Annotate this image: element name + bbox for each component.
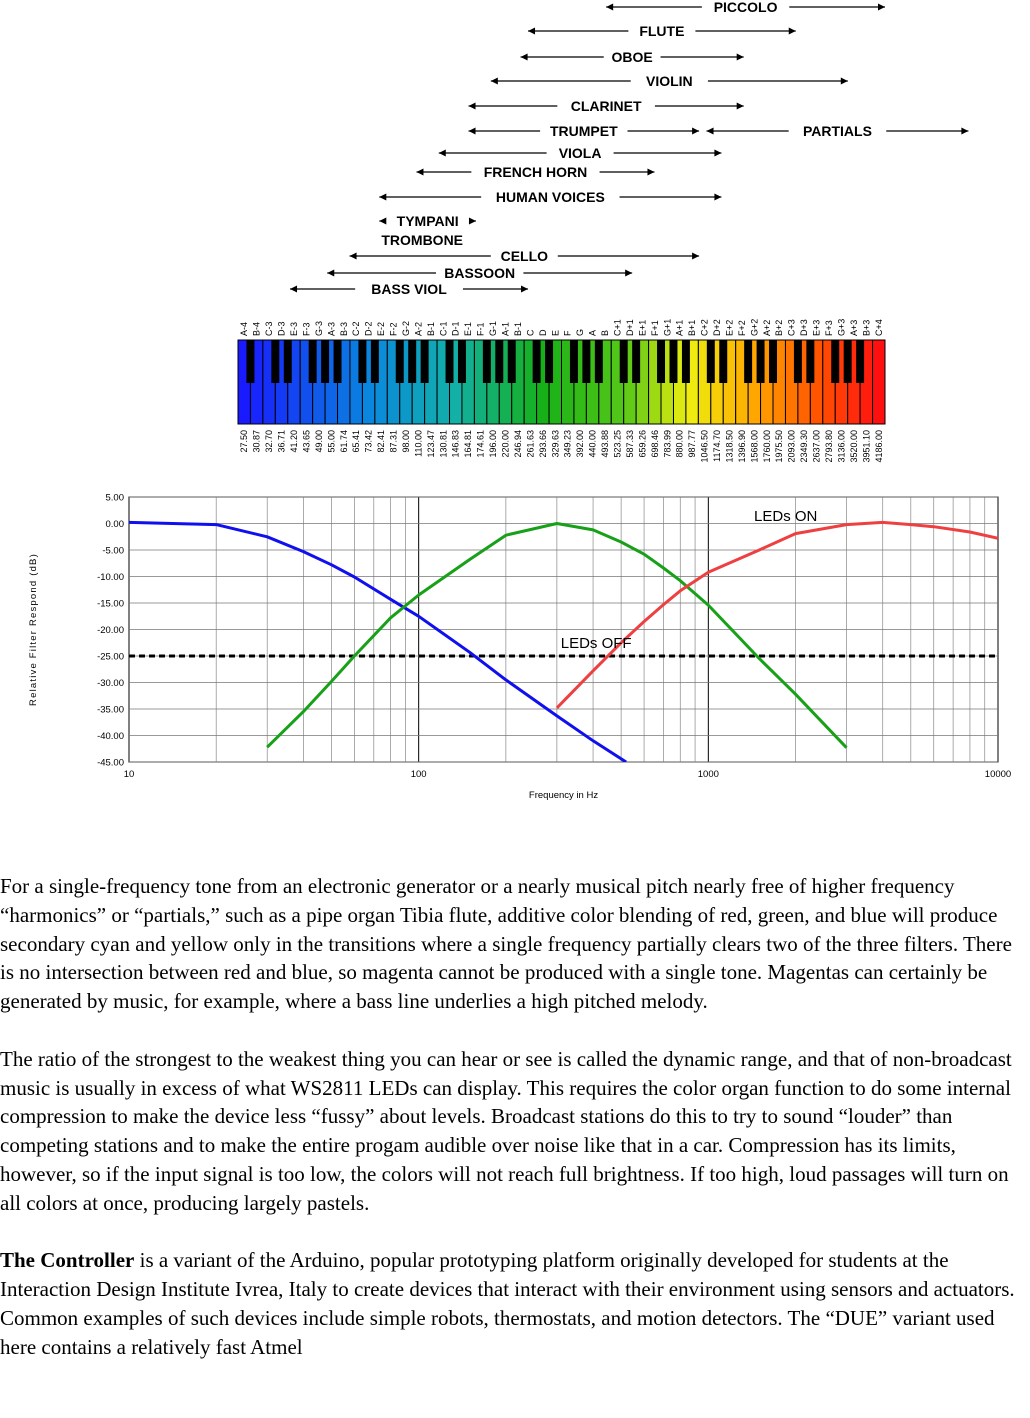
frequency-label: 880.00 — [674, 430, 685, 458]
frequency-label: 523.25 — [612, 430, 623, 458]
frequency-label: 659.26 — [637, 430, 648, 458]
frequency-label: 2637.00 — [811, 430, 822, 463]
note-label: D-1 — [450, 321, 461, 336]
instrument-label: BASSOON — [444, 265, 516, 281]
instrument-label: OBOE — [611, 49, 653, 65]
note-label: B+2 — [774, 319, 785, 336]
frequency-label: 32.70 — [264, 430, 275, 453]
note-label: A+3 — [848, 319, 859, 336]
frequency-label: 130.81 — [438, 430, 449, 458]
body-text — [0, 872, 1030, 1390]
note-label: F-3 — [301, 322, 312, 336]
note-label: C-1 — [438, 321, 449, 336]
frequency-label: 1396.90 — [736, 430, 747, 463]
frequency-label: 987.77 — [687, 430, 698, 458]
note-label: D+3 — [799, 319, 810, 336]
note-label: B+1 — [687, 319, 698, 336]
note-label: C+4 — [873, 319, 884, 336]
black-key — [458, 340, 466, 383]
y-tick-label: -5.00 — [102, 545, 124, 557]
black-key — [657, 340, 665, 383]
black-key — [508, 340, 516, 383]
note-label: B+3 — [861, 319, 872, 336]
black-key — [396, 340, 404, 383]
y-tick-label: -45.00 — [97, 757, 124, 769]
frequency-label: 1046.50 — [699, 430, 710, 463]
frequency-label: 174.61 — [475, 430, 486, 458]
piano-keyboard — [238, 319, 885, 463]
black-key — [483, 340, 491, 383]
instrument-label: HUMAN VOICES — [495, 189, 605, 205]
frequency-label: 55.00 — [326, 430, 337, 453]
note-label: F+3 — [824, 320, 835, 336]
frequency-label: 1174.70 — [712, 430, 723, 462]
note-label: E-3 — [288, 321, 299, 336]
note-label: D-3 — [276, 321, 287, 336]
black-key — [856, 340, 864, 383]
y-tick-label: -25.00 — [97, 651, 124, 663]
instrument-label: BASS VIOL — [371, 281, 447, 297]
instrument-label: PICCOLO — [713, 0, 778, 15]
note-label: A — [587, 329, 598, 336]
frequency-label: 1318.50 — [724, 430, 735, 463]
note-label: F-2 — [388, 322, 399, 336]
controller-heading: The Controller — [0, 1248, 135, 1273]
note-label: A-1 — [500, 321, 511, 336]
note-label: A-4 — [239, 321, 250, 336]
paragraph-single-tone: For a single-frequency tone from an electronic generator or a nearly musical pitch nearly free of higher frequency “harmonics” or “partials,” such as a pipe organ Tibia flute, additive color blending of red, green, and blue will produce secondary cyan and yellow only in the transitions where a single frequency partially clears two of the three filters. There is no intersection between red and blue, so magenta cannot be produced with a single tone. Magentas can certainly be generated by music, for example, where a bass line underlies a high pitched melody. — [0, 874, 1012, 1014]
frequency-label: 1760.00 — [761, 430, 772, 463]
note-label: B-4 — [251, 321, 262, 336]
frequency-label: 123.47 — [425, 430, 436, 458]
note-label: E — [550, 329, 561, 336]
note-label: C-2 — [351, 321, 362, 336]
note-label: D+1 — [624, 319, 635, 336]
black-key — [271, 340, 279, 383]
y-tick-label: -40.00 — [97, 731, 124, 742]
frequency-label: 43.65 — [301, 430, 312, 453]
frequency-label: 27.50 — [239, 430, 250, 453]
note-label: G-1 — [488, 320, 499, 336]
black-key — [321, 340, 329, 383]
black-key — [719, 340, 727, 383]
y-tick-label: 0.00 — [105, 519, 124, 530]
note-label: F-1 — [475, 322, 486, 336]
frequency-label: 1568.00 — [749, 430, 760, 463]
note-label: G — [575, 328, 586, 336]
frequency-label: 3520.00 — [848, 430, 859, 463]
note-label: C+2 — [699, 319, 710, 336]
black-key — [309, 340, 317, 383]
x-tick-label: 10 — [123, 769, 135, 780]
note-label: A-3 — [326, 321, 337, 336]
paragraph-dynamic-range: The ratio of the strongest to the weakest thing you can hear or see is called the dynamic range, and that of non-broadcast music is usually in excess of what WS2811 LEDs can display. This requires the color organ function to do some internal compression to make the device less “fussy” about levels. Broadcast stations do this to try to sound “louder” than competing stations and to make the entire progam audible over noise like that in a car. Compression has its limits, however, so if the input signal is too low, the colors will not reach full brightness. If too high, loud passages will turn on all colors at once, producing largely pastels. — [0, 1046, 1012, 1215]
controller-text: is a variant of the Arduino, popular prototyping platform originally developed for students at the Interaction Design Institute Ivrea, Italy to create devices that interact with their environment using sensors and actuators. Common examples of such devices include simple robots, thermostats, and motion detectors. The “DUE” variant used here contains a relatively fast Atmel — [0, 1248, 1015, 1359]
note-label: E+1 — [637, 319, 648, 336]
frequency-label: 196.00 — [488, 430, 499, 458]
note-label: E+3 — [811, 319, 822, 336]
frequency-label: 2093.00 — [786, 430, 797, 463]
frequency-label: 4186.00 — [873, 430, 884, 463]
frequency-label: 1975.50 — [774, 430, 785, 463]
instrument-label: FLUTE — [639, 23, 685, 39]
x-tick-label: 100 — [410, 769, 427, 780]
frequency-label: 329.63 — [550, 430, 561, 458]
black-key — [844, 340, 852, 383]
black-key — [446, 340, 454, 383]
note-label: C-3 — [264, 321, 275, 336]
note-label: G+3 — [836, 318, 847, 336]
black-key — [371, 340, 379, 383]
black-key — [682, 340, 690, 383]
x-axis-label: Frequency in Hz — [528, 790, 599, 801]
frequency-label: 2793.80 — [824, 430, 835, 463]
x-tick-label: 10000 — [984, 769, 1012, 780]
frequency-label: 440.00 — [587, 430, 598, 458]
black-key — [794, 340, 802, 383]
black-key — [284, 340, 292, 383]
note-label: D+2 — [712, 319, 723, 336]
frequency-label: 49.00 — [313, 430, 324, 453]
frequency-label: 783.99 — [662, 430, 673, 458]
frequency-label: 146.83 — [450, 430, 461, 458]
frequency-label: 220.00 — [500, 430, 511, 458]
instrument-label: FRENCH HORN — [483, 164, 588, 180]
frequency-label: 493.88 — [600, 430, 611, 458]
black-key — [246, 340, 254, 383]
black-key — [545, 340, 553, 383]
instrument-label: TROMBONE — [381, 232, 464, 248]
note-label: B — [600, 329, 611, 336]
frequency-label: 30.87 — [251, 430, 262, 453]
y-tick-label: -35.00 — [97, 704, 124, 716]
y-tick-label: -30.00 — [97, 678, 124, 689]
note-label: E-1 — [463, 321, 474, 336]
note-label: E+2 — [724, 319, 735, 336]
black-key — [669, 340, 677, 383]
black-key — [632, 340, 640, 383]
instrument-label: TRUMPET — [549, 123, 618, 139]
frequency-label: 65.41 — [351, 430, 362, 453]
note-label: G-2 — [400, 320, 411, 336]
filter-response-chart — [28, 493, 1011, 802]
black-key — [421, 340, 429, 383]
note-label: A-2 — [413, 321, 424, 336]
frequency-label: 82.41 — [376, 430, 387, 453]
note-label: C — [525, 329, 536, 336]
frequency-label: 246.94 — [512, 430, 523, 458]
paragraph-controller — [0, 1246, 1030, 1361]
instrument-label: TYMPANI — [396, 213, 459, 229]
frequency-label: 349.23 — [562, 430, 573, 458]
instrument-ranges — [290, 0, 968, 297]
frequency-label: 698.46 — [649, 430, 660, 458]
instrument-label: CELLO — [500, 248, 549, 264]
frequency-label: 392.00 — [575, 430, 586, 458]
note-label: F+1 — [649, 320, 660, 336]
frequency-label: 41.20 — [288, 430, 299, 453]
frequency-label: 2349.30 — [799, 430, 810, 463]
y-axis-label: Relative Filter Respond (dB) — [28, 553, 39, 706]
note-label: D-2 — [363, 321, 374, 336]
instrument-label: VIOLA — [558, 145, 602, 161]
note-label: B-3 — [338, 321, 349, 336]
black-key — [620, 340, 628, 383]
black-key — [533, 340, 541, 383]
note-label: C+3 — [786, 319, 797, 336]
black-key — [595, 340, 603, 383]
x-tick-label: 1000 — [697, 769, 719, 780]
y-tick-label: 5.00 — [105, 492, 124, 504]
frequency-label: 87.31 — [388, 430, 399, 453]
black-key — [769, 340, 777, 383]
black-key — [334, 340, 342, 383]
black-key — [757, 340, 765, 383]
note-label: B-1 — [512, 321, 523, 336]
note-label: A+2 — [761, 319, 772, 336]
instrument-label: CLARINET — [570, 98, 642, 114]
frequency-label: 36.71 — [276, 430, 287, 453]
black-key — [495, 340, 503, 383]
frequency-label: 98.00 — [400, 430, 411, 453]
frequency-label: 164.81 — [463, 430, 474, 458]
instrument-label: PARTIALS — [802, 123, 872, 139]
note-label: E-2 — [376, 321, 387, 336]
frequency-label: 3951.10 — [861, 430, 872, 463]
black-key — [806, 340, 814, 383]
y-tick-label: -15.00 — [97, 598, 124, 610]
instrument-label: VIOLIN — [645, 73, 693, 89]
frequency-label: 261.63 — [525, 430, 536, 458]
black-key — [831, 340, 839, 383]
note-label: C+1 — [612, 319, 623, 336]
note-label: G+2 — [749, 318, 760, 336]
black-key — [582, 340, 590, 383]
black-key — [744, 340, 752, 383]
frequency-label: 293.66 — [537, 430, 548, 458]
black-key — [707, 340, 715, 383]
black-key — [358, 340, 366, 383]
note-label: G+1 — [662, 318, 673, 336]
frequency-label: 61.74 — [338, 430, 349, 453]
note-label: B-1 — [425, 321, 436, 336]
note-label: A+1 — [674, 319, 685, 336]
frequency-label: 587.33 — [624, 430, 635, 458]
note-label: G-3 — [313, 320, 324, 336]
chart-annotation: LEDs OFF — [560, 635, 632, 653]
frequency-label: 3136.00 — [836, 430, 847, 463]
y-tick-label: -20.00 — [97, 625, 124, 636]
frequency-label: 110.00 — [413, 430, 424, 457]
black-key — [570, 340, 578, 383]
y-tick-label: -10.00 — [97, 572, 124, 583]
note-label: F+2 — [736, 320, 747, 336]
note-label: F — [562, 330, 573, 336]
note-label: D — [537, 329, 548, 336]
black-key — [408, 340, 416, 383]
frequency-label: 73.42 — [363, 430, 374, 453]
chart-annotation: LEDs ON — [754, 507, 818, 525]
white-key — [873, 340, 885, 424]
